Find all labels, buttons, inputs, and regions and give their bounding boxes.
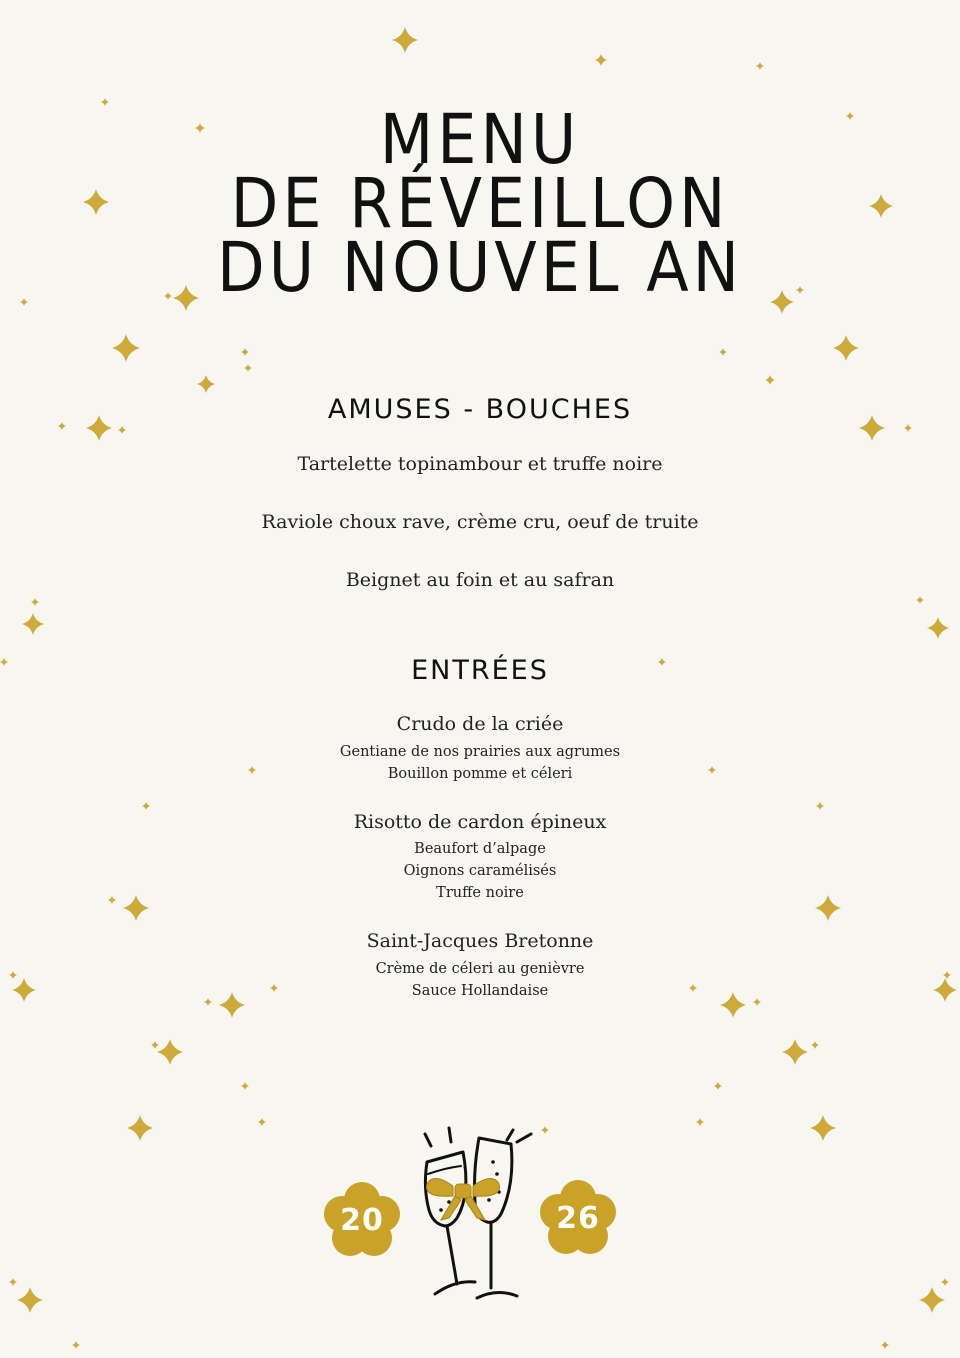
sparkle-star-icon: [142, 802, 150, 810]
dish-name: Risotto de cardon épineux: [353, 811, 607, 833]
sparkle-star-icon: [244, 364, 252, 372]
dish-detail-line: Bouillon pomme et céleri: [387, 766, 573, 782]
amuses-bouches-heading: AMUSES - BOUCHES: [327, 394, 633, 425]
sparkle-star-icon: [22, 613, 44, 635]
sparkle-star-icon: [392, 27, 418, 53]
sparkle-star-icon: [927, 617, 949, 639]
sparkle-star-icon: [696, 1118, 704, 1126]
dish-detail-line: Oignons caramélisés: [403, 863, 557, 879]
sparkle-star-icon: [241, 348, 249, 356]
sparkle-star-icon: [714, 1082, 722, 1090]
sparkle-star-icon: [810, 1115, 836, 1141]
amuse-item: Raviole choux rave, crème cru, oeuf de truite: [261, 511, 699, 533]
sparkle-star-icon: [157, 1039, 183, 1065]
sparkle-star-icon: [197, 375, 215, 393]
dish-detail-line: Truffe noire: [436, 885, 524, 901]
sparkle-star-icon: [941, 1278, 949, 1286]
sparkle-star-icon: [127, 1115, 153, 1141]
sparkle-star-icon: [9, 1278, 17, 1286]
dish-details: [0, 741, 960, 785]
menu-title: [0, 99, 960, 308]
sparkle-star-icon: [31, 598, 39, 606]
sparkle-star-icon: [72, 1341, 80, 1349]
sparkle-star-icon: [595, 54, 607, 66]
sparkle-star-icon: [719, 348, 727, 356]
sparkle-star-icon: [782, 1039, 808, 1065]
year-badge-right-text: 26: [556, 1200, 600, 1236]
amuse-item: Tartelette topinambour et truffe noire: [297, 453, 663, 475]
sparkle-star-icon: [151, 1041, 159, 1049]
sparkle-star-icon: [112, 334, 140, 362]
title-line-2: DE RÉVEILLON: [230, 163, 730, 244]
sparkle-star-icon: [916, 596, 924, 604]
dish-detail-line: Crème de céleri au genièvre: [375, 961, 585, 977]
dish-detail-line: Gentiane de nos prairies aux agrumes: [339, 744, 621, 760]
dish-name: Crudo de la criée: [396, 713, 564, 735]
sparkle-star-icon: [811, 1041, 819, 1049]
sparkle-star-icon: [881, 1341, 889, 1349]
sparkle-star-icon: [919, 1287, 945, 1313]
entrees-heading: ENTRÉES: [411, 655, 549, 686]
dish-details: [0, 958, 960, 1002]
title-line-1: MENU: [379, 99, 581, 180]
year-badge-left-text: 20: [340, 1202, 384, 1238]
amuse-item: Beignet au foin et au safran: [345, 569, 615, 591]
year-badge-left: [322, 1180, 402, 1260]
dish-name: Saint-Jacques Bretonne: [366, 930, 594, 952]
dish-detail-line: Sauce Hollandaise: [411, 983, 549, 999]
sparkle-star-icon: [118, 426, 126, 434]
sparkle-star-icon: [833, 335, 859, 361]
sparkle-star-icon: [258, 1118, 266, 1126]
sparkle-star-icon: [816, 802, 824, 810]
title-line-3: DU NOUVEL AN: [216, 227, 744, 308]
sparkle-star-icon: [904, 424, 912, 432]
sparkle-star-icon: [765, 375, 775, 385]
sparkle-star-icon: [241, 1082, 249, 1090]
sparkle-star-icon: [17, 1287, 43, 1313]
dish-detail-line: Beaufort d’alpage: [414, 841, 546, 857]
champagne-glasses-with-bow-icon: [405, 1122, 555, 1322]
dish-details: [0, 838, 960, 904]
sparkle-star-icon: [756, 62, 764, 70]
